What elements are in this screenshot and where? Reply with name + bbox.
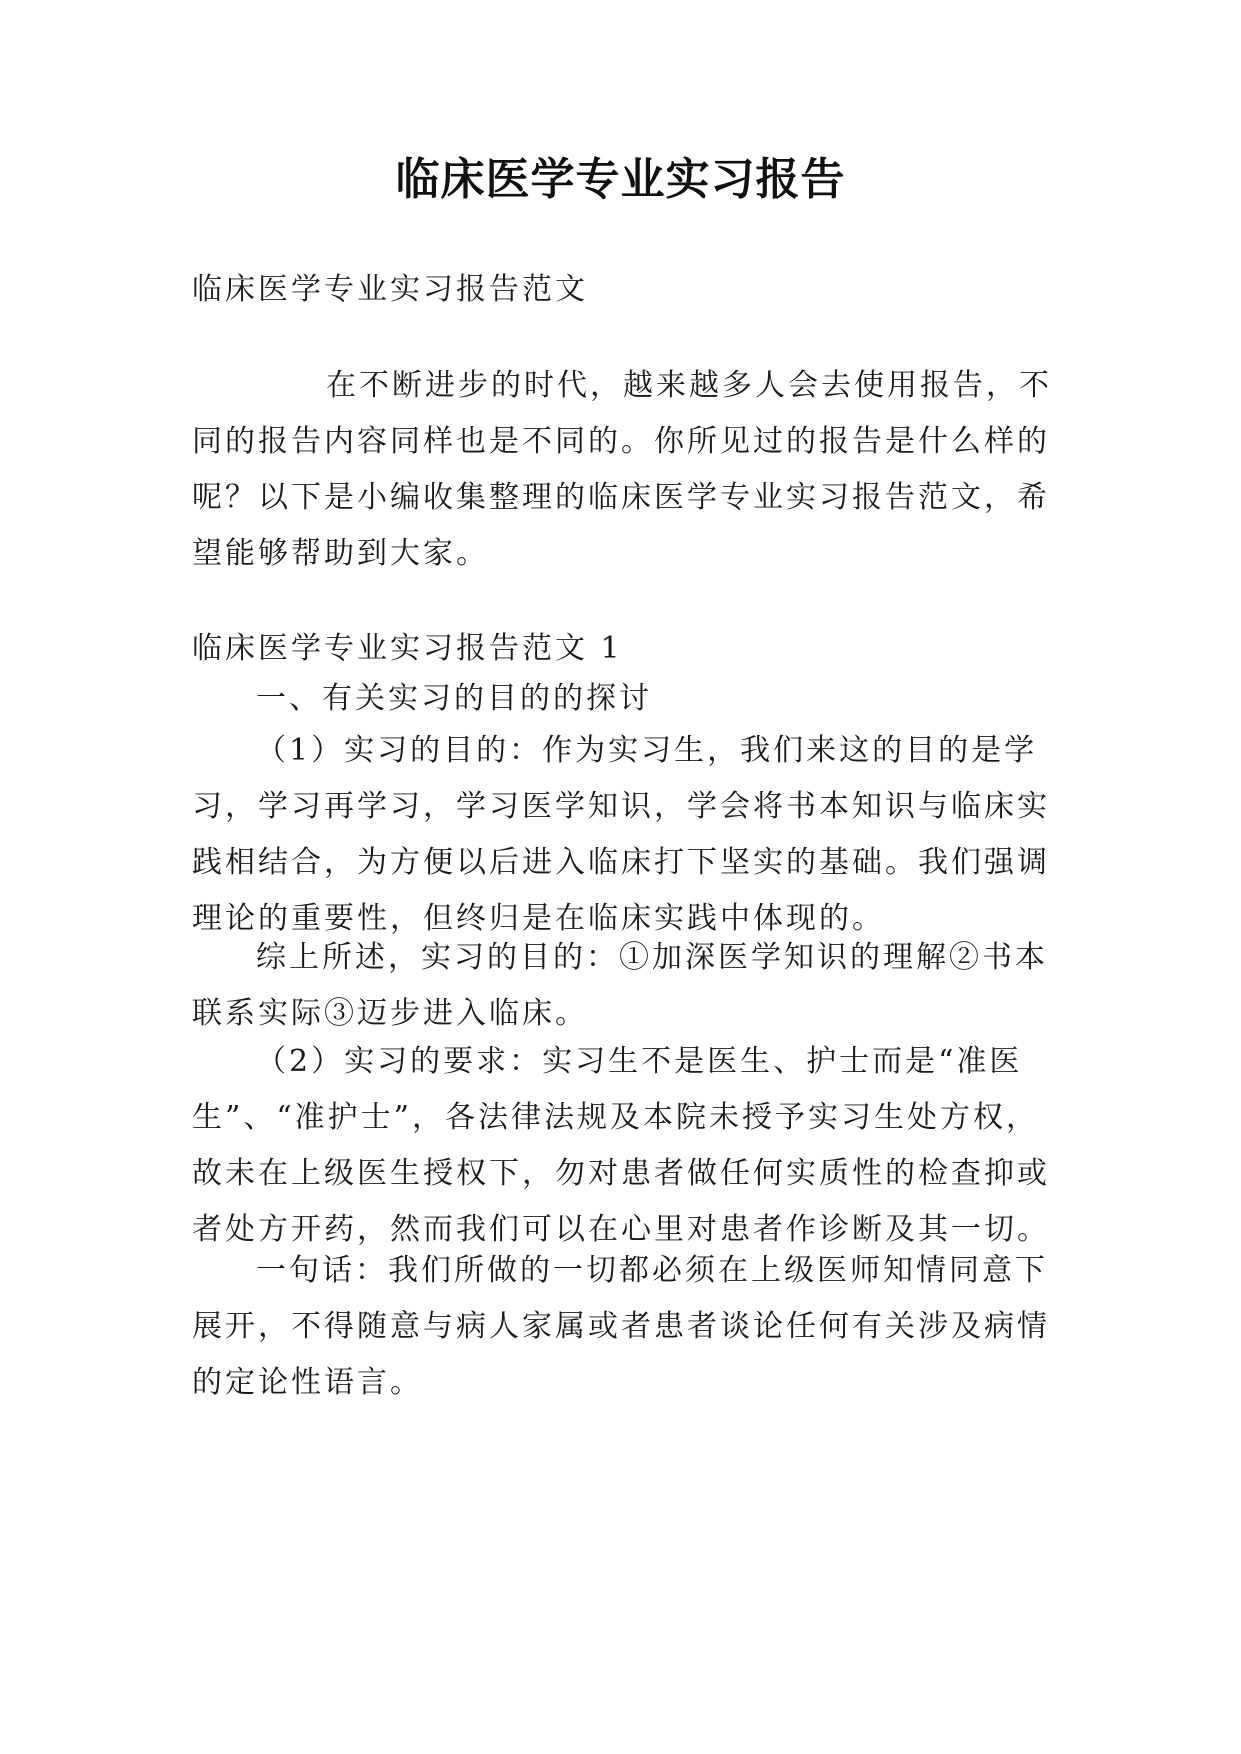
section-heading: [192, 621, 1072, 677]
paragraph-purpose: [192, 723, 1072, 947]
paragraph-summary: [192, 930, 1072, 1042]
paragraph-line: 展开，不得随意与病人家属或者患者谈论任何有关涉及病情: [192, 1309, 1050, 1344]
section-heading-line: 临床医学专业实习报告范文 1: [192, 631, 623, 666]
paragraph-line: 故未在上级医生授权下，勿对患者做任何实质性的检查抑或: [192, 1156, 1050, 1191]
part-heading: [192, 671, 1072, 727]
document-title: 临床医学专业实习报告: [395, 154, 846, 205]
intro-line: 同的报告内容同样也是不同的。你所见过的报告是什么样的: [192, 424, 1050, 459]
part-heading-line: 一、有关实习的目的的探讨: [256, 681, 652, 716]
subtitle-line: 临床医学专业实习报告范文: [192, 272, 588, 307]
paragraph-line: （2）实习的要求：实习生不是医生、护士而是“准医: [256, 1044, 1023, 1079]
paragraph-line: 联系实际③迈步进入临床。: [192, 996, 588, 1031]
paragraph-line: 一句话：我们所做的一切都必须在上级医师知情同意下: [256, 1253, 1048, 1288]
paragraph-one-sentence: [192, 1243, 1072, 1411]
paragraph-requirements: [192, 1034, 1072, 1258]
intro-line: 在不断进步的时代，越来越多人会去使用报告，不: [326, 368, 1052, 403]
paragraph-line: 的定论性语言。: [192, 1365, 423, 1400]
paragraph-line: 践相结合，为方便以后进入临床打下坚实的基础。我们强调: [192, 845, 1050, 880]
document-subtitle: [192, 262, 1072, 318]
paragraph-line: （1）实习的目的：作为实习生，我们来这的目的是学: [256, 733, 1038, 768]
paragraph-line: 生”、“准护士”，各法律法规及本院未授予实习生处方权，: [192, 1100, 1040, 1135]
intro-paragraph: [192, 358, 1072, 582]
paragraph-line: 理论的重要性，但终归是在临床实践中体现的。: [192, 901, 885, 936]
paragraph-line: 者处方开药，然而我们可以在心里对患者作诊断及其一切。: [192, 1212, 1050, 1247]
paragraph-line: 习，学习再学习，学习医学知识，学会将书本知识与临床实: [192, 789, 1050, 824]
paragraph-line: 综上所述，实习的目的：①加深医学知识的理解②书本: [256, 940, 1048, 975]
intro-line: 呢？以下是小编收集整理的临床医学专业实习报告范文，希: [192, 480, 1050, 515]
intro-line: 望能够帮助到大家。: [192, 536, 489, 571]
